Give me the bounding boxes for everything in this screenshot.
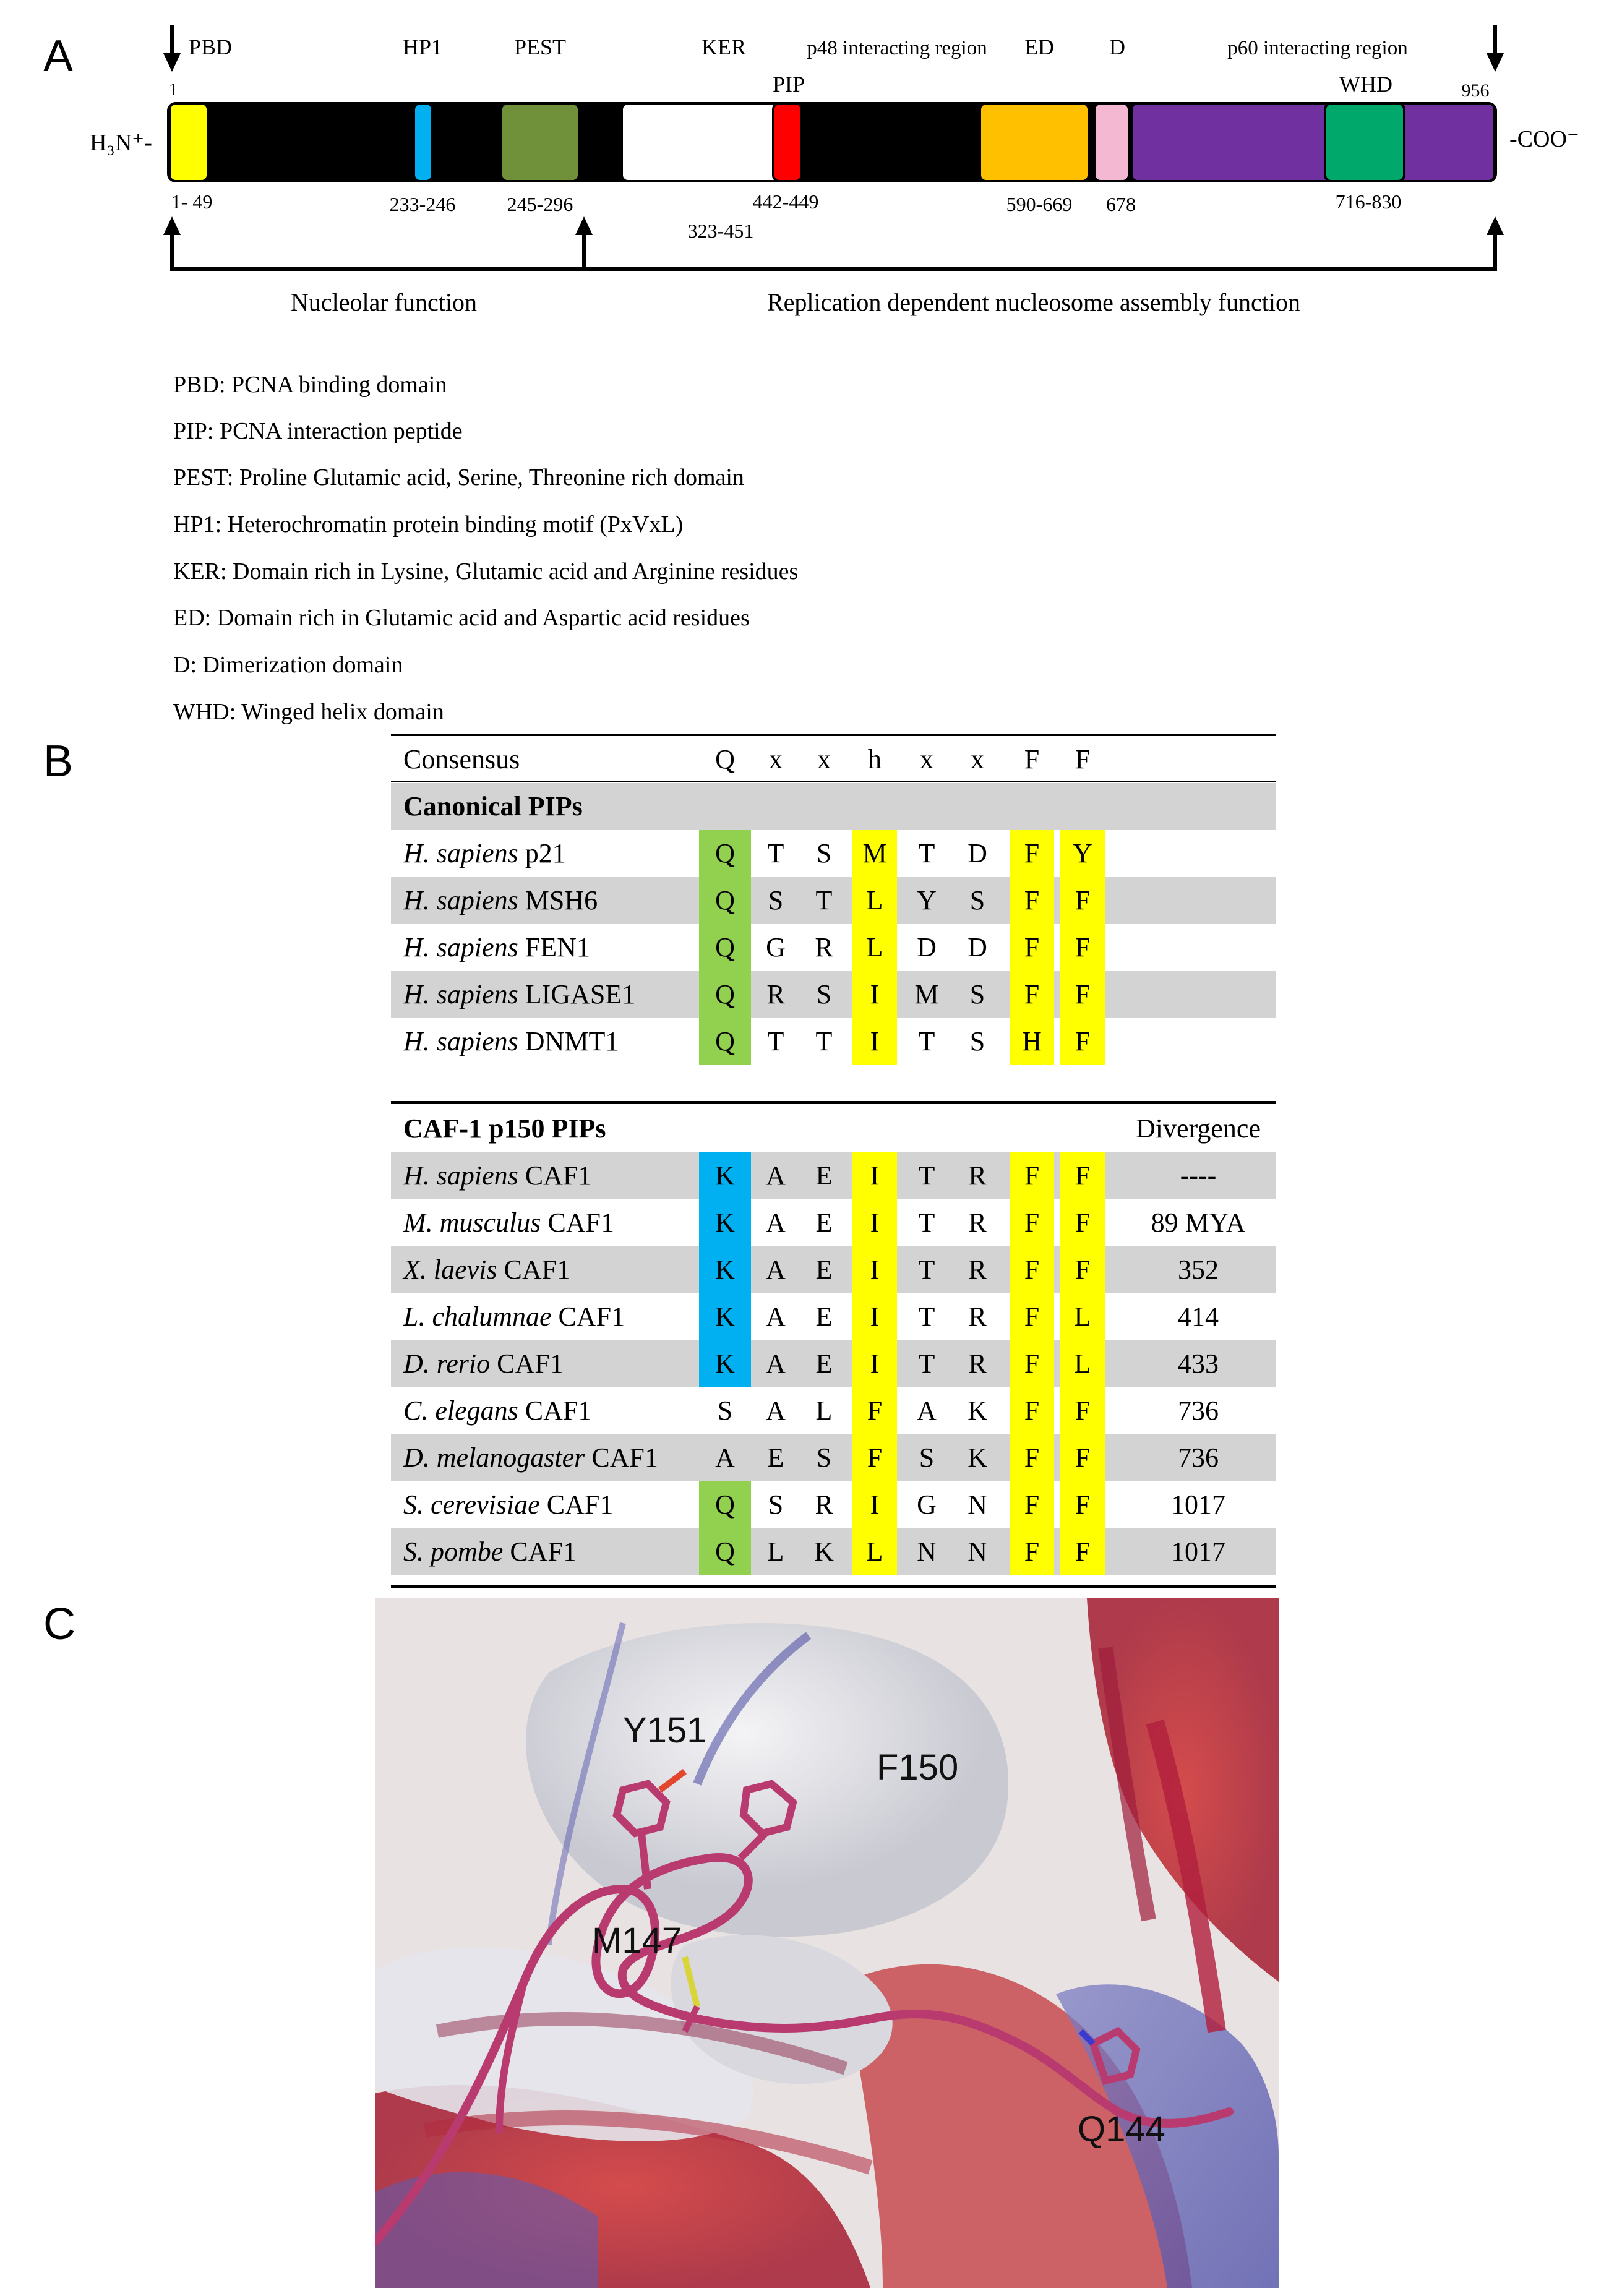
protein-name: DNMT1	[525, 1026, 619, 1056]
residue-cell: I	[852, 1481, 897, 1528]
sequence-row	[391, 1387, 1276, 1434]
sequence-row	[391, 924, 1276, 971]
residue-cell: E	[767, 1442, 784, 1473]
residue-cell: K	[968, 1395, 987, 1426]
pos-d: 678	[1106, 193, 1136, 215]
protein-name: CAF1	[510, 1536, 577, 1567]
bracket-right-stem	[1493, 234, 1497, 271]
label-end: 956	[1461, 80, 1490, 101]
domain-ker	[620, 102, 784, 182]
row-organism-label	[403, 924, 590, 971]
residue-cell: L	[1060, 1293, 1105, 1340]
species-name: H. sapiens	[403, 979, 518, 1009]
residue-label-q144: Q144	[1078, 2109, 1165, 2149]
row-organism-label	[403, 877, 598, 924]
residue-cell: R	[968, 1207, 987, 1238]
consensus-label: Consensus	[403, 744, 520, 774]
residue-cell: F	[1060, 877, 1105, 924]
sequence-row	[391, 1152, 1276, 1199]
residue-cell: F	[1010, 1434, 1054, 1481]
section-header-row	[391, 783, 1276, 830]
residue-cell: R	[815, 1489, 833, 1520]
legend-item: PEST: Proline Glutamic acid, Serine, Threonine rich domain	[173, 465, 744, 490]
divergence-cell: 1017	[1171, 1489, 1225, 1520]
residue-cell: I	[852, 1340, 897, 1387]
residue-cell: M	[852, 830, 897, 877]
protein-name: FEN1	[525, 932, 590, 962]
divergence-cell: 89 MYA	[1151, 1207, 1246, 1238]
residue-cell: L	[852, 877, 897, 924]
residue-cell: R	[968, 1254, 987, 1285]
species-name: L. chalumnae	[403, 1301, 552, 1332]
protein-name: CAF1	[547, 1207, 615, 1238]
bracket-baseline	[170, 267, 1497, 271]
species-name: H. sapiens	[403, 885, 518, 915]
residue-cell: E	[815, 1254, 833, 1285]
residue-cell: R	[968, 1348, 987, 1379]
pos-pip: 442-449	[752, 191, 819, 213]
protein-name: CAF1	[546, 1489, 614, 1520]
divergence-header: Divergence	[1136, 1113, 1261, 1144]
residue-cell: S	[969, 979, 985, 1009]
caf-table-top-rule	[391, 1101, 1276, 1104]
species-name: C. elegans	[403, 1395, 518, 1426]
residue-cell: F	[1060, 924, 1105, 971]
label-ed: ED	[1024, 35, 1054, 59]
protein-name: p21	[525, 838, 566, 868]
residue-cell: K	[814, 1536, 834, 1567]
row-organism-label	[403, 1434, 658, 1481]
species-name: H. sapiens	[403, 1026, 518, 1056]
legend-item: ED: Domain rich in Glutamic acid and Aspartic acid residues	[173, 605, 750, 631]
residue-cell: K	[968, 1442, 987, 1473]
end-arrow-icon	[1487, 53, 1504, 72]
species-name: H. sapiens	[403, 1160, 518, 1191]
residue-cell: E	[815, 1207, 833, 1238]
domain-pbd	[168, 102, 209, 182]
residue-cell: D	[968, 838, 987, 868]
residue-cell: A	[766, 1301, 786, 1332]
n-terminus: H₃N⁺-	[90, 130, 152, 156]
row-organism-label	[403, 971, 635, 1018]
pos-pbd: 1- 49	[171, 191, 213, 213]
domain-pip	[772, 102, 803, 182]
residue-cell: F	[1010, 877, 1054, 924]
residue-cell: M	[914, 979, 939, 1009]
residue-cell: F	[1010, 1481, 1054, 1528]
sequence-row	[391, 1246, 1276, 1293]
section-header-row	[391, 1105, 1276, 1152]
residue-cell: F	[1010, 1387, 1054, 1434]
residue-cell: R	[968, 1160, 987, 1191]
residue-cell: S	[768, 885, 784, 915]
residue-cell: Q	[699, 877, 751, 924]
residue-cell: A	[766, 1160, 786, 1191]
residue-cell: S	[717, 1395, 733, 1426]
consensus-cell: x	[920, 744, 933, 774]
legend-item: WHD: Winged helix domain	[173, 699, 444, 725]
caf-section-title: CAF-1 p150 PIPs	[403, 1113, 606, 1144]
residue-cell: T	[918, 1301, 935, 1332]
row-organism-label	[403, 1293, 625, 1340]
caf-table-bottom-rule	[391, 1585, 1276, 1588]
residue-cell: F	[1010, 1528, 1054, 1575]
pos-ker: 323-451	[687, 220, 754, 242]
legend-item: PIP: PCNA interaction peptide	[173, 418, 463, 444]
divergence-cell: 433	[1178, 1348, 1219, 1379]
residue-cell: F	[1060, 1434, 1105, 1481]
residue-cell: K	[699, 1293, 751, 1340]
residue-cell: I	[852, 1246, 897, 1293]
residue-cell: F	[852, 1434, 897, 1481]
row-organism-label	[403, 1340, 564, 1387]
function-replication: Replication dependent nucleosome assembly function	[767, 288, 1300, 316]
panel-b-letter: B	[43, 737, 74, 786]
residue-cell: D	[968, 932, 987, 962]
residue-cell: F	[1060, 1152, 1105, 1199]
consensus-cell: x	[817, 744, 831, 774]
domain-hp1	[413, 102, 434, 182]
panel-a-letter: A	[43, 32, 74, 81]
residue-cell: T	[918, 838, 935, 868]
residue-cell: I	[852, 1199, 897, 1246]
pos-hp1: 233-246	[389, 193, 456, 215]
label-ker: KER	[702, 35, 746, 59]
residue-cell: I	[852, 1293, 897, 1340]
residue-cell: F	[1060, 1528, 1105, 1575]
bracket-arrow-right-icon	[1487, 216, 1504, 235]
residue-label-m147: M147	[592, 1921, 682, 1961]
label-d: D	[1109, 35, 1125, 59]
residue-cell: I	[852, 1018, 897, 1065]
consensus-row	[391, 736, 1276, 783]
species-name: S. cerevisiae	[403, 1489, 540, 1520]
residue-cell: F	[1010, 1293, 1054, 1340]
residue-cell: G	[917, 1489, 937, 1520]
c-terminus: -COO⁻	[1509, 126, 1579, 152]
sequence-row	[391, 1528, 1276, 1575]
row-organism-label	[403, 830, 566, 877]
label-start: 1	[169, 80, 178, 100]
domain-p60	[1130, 102, 1496, 182]
residue-cell: T	[815, 885, 833, 915]
residue-cell: N	[968, 1536, 987, 1567]
species-name: D. melanogaster	[403, 1442, 585, 1473]
bracket-arrow-mid-icon	[575, 216, 593, 235]
residue-cell: A	[715, 1442, 735, 1473]
residue-cell: L	[767, 1536, 784, 1567]
residue-cell: S	[816, 1442, 832, 1473]
residue-cell: I	[852, 971, 897, 1018]
consensus-cell: x	[769, 744, 783, 774]
divergence-cell: 1017	[1171, 1536, 1225, 1567]
label-hp1: HP1	[402, 35, 443, 59]
domain-whd	[1324, 102, 1405, 182]
legend-item: PBD: PCNA binding domain	[173, 372, 447, 398]
residue-cell: F	[1010, 1152, 1054, 1199]
residue-cell: Q	[699, 924, 751, 971]
residue-cell: A	[766, 1395, 786, 1426]
residue-cell: S	[768, 1489, 784, 1520]
row-organism-label	[403, 1152, 591, 1199]
domain-ed	[979, 102, 1090, 182]
bracket-left-stem	[170, 234, 174, 271]
residue-cell: F	[1010, 1340, 1054, 1387]
pos-ed: 590-669	[1006, 193, 1073, 215]
protein-name: CAF1	[504, 1254, 571, 1285]
protein-name: CAF1	[525, 1160, 592, 1191]
residue-cell: Q	[699, 971, 751, 1018]
row-organism-label	[403, 1528, 577, 1575]
residue-cell: G	[766, 932, 786, 962]
residue-cell: Y	[1060, 830, 1105, 877]
protein-name: CAF1	[591, 1442, 658, 1473]
consensus-cell: F	[1075, 744, 1091, 774]
panel-c-letter: C	[43, 1600, 75, 1649]
residue-cell: L	[852, 1528, 897, 1575]
start-arrow-shaft	[170, 25, 174, 56]
sequence-row	[391, 1018, 1276, 1065]
residue-cell: R	[815, 932, 833, 962]
residue-cell: A	[917, 1395, 937, 1426]
label-pest: PEST	[513, 35, 567, 59]
residue-cell: F	[1060, 1387, 1105, 1434]
divergence-cell: 414	[1178, 1301, 1219, 1332]
label-p60: p60 interacting region	[1227, 37, 1408, 59]
residue-cell: Q	[699, 1528, 751, 1575]
residue-cell: L	[815, 1395, 833, 1426]
protein-name: CAF1	[525, 1395, 592, 1426]
residue-cell: S	[969, 885, 985, 915]
residue-cell: F	[1010, 1199, 1054, 1246]
residue-cell: K	[699, 1246, 751, 1293]
sequence-row	[391, 1481, 1276, 1528]
divergence-cell: ----	[1180, 1160, 1217, 1191]
residue-cell: R	[766, 979, 785, 1009]
residue-cell: L	[852, 924, 897, 971]
residue-cell: F	[852, 1387, 897, 1434]
label-whd: WHD	[1339, 72, 1392, 96]
residue-cell: A	[766, 1207, 786, 1238]
divergence-cell: 736	[1178, 1395, 1219, 1426]
domain-d	[1093, 102, 1130, 182]
residue-cell: F	[1010, 971, 1054, 1018]
legend-item: KER: Domain rich in Lysine, Glutamic acid and Arginine residues	[173, 559, 799, 585]
protein-name: CAF1	[497, 1348, 564, 1379]
row-organism-label	[403, 1387, 591, 1434]
divergence-cell: 352	[1178, 1254, 1219, 1285]
protein-name: LIGASE1	[525, 979, 636, 1009]
residue-cell: T	[918, 1254, 935, 1285]
sequence-row	[391, 1199, 1276, 1246]
start-arrow-icon	[163, 53, 181, 72]
residue-label-y151: Y151	[623, 1710, 707, 1750]
pos-pest: 245-296	[507, 193, 573, 215]
residue-cell: E	[815, 1301, 833, 1332]
domain-bar	[167, 102, 1497, 182]
label-pip: PIP	[772, 72, 805, 96]
residue-cell: A	[766, 1348, 786, 1379]
function-nucleolar: Nucleolar function	[291, 288, 477, 316]
residue-cell: A	[766, 1254, 786, 1285]
residue-cell: Q	[699, 1018, 751, 1065]
consensus-cell: h	[868, 744, 882, 774]
protein-name: MSH6	[525, 885, 598, 915]
residue-cell: F	[1060, 1246, 1105, 1293]
residue-cell: N	[917, 1536, 937, 1567]
residue-cell: I	[852, 1152, 897, 1199]
caf-table	[391, 1105, 1276, 1575]
pos-whd: 716-830	[1335, 191, 1402, 213]
species-name: D. rerio	[403, 1348, 491, 1379]
legend-item: HP1: Heterochromatin protein binding motif (PxVxL)	[173, 512, 684, 538]
pcna-structure-image	[375, 1598, 1279, 2288]
divergence-cell: 736	[1178, 1442, 1219, 1473]
residue-cell: S	[969, 1026, 985, 1056]
bracket-mid-stem	[582, 234, 586, 271]
row-organism-label	[403, 1199, 614, 1246]
residue-cell: S	[816, 838, 832, 868]
sequence-row	[391, 1340, 1276, 1387]
label-pbd: PBD	[188, 35, 233, 59]
canonical-section-title: Canonical PIPs	[403, 791, 583, 821]
label-p48: p48 interacting region	[807, 37, 987, 59]
residue-cell: E	[815, 1160, 833, 1191]
bracket-arrow-left-icon	[163, 216, 181, 235]
residue-cell: H	[1010, 1018, 1054, 1065]
species-name: M. musculus	[403, 1207, 541, 1238]
species-name: H. sapiens	[403, 838, 518, 868]
residue-cell: Y	[917, 885, 937, 915]
residue-cell: F	[1060, 971, 1105, 1018]
domain-pest	[500, 102, 580, 182]
consensus-cell: x	[971, 744, 984, 774]
sequence-row	[391, 971, 1276, 1018]
sequence-row	[391, 1434, 1276, 1481]
residue-cell: T	[918, 1207, 935, 1238]
residue-cell: S	[816, 979, 832, 1009]
residue-cell: T	[767, 838, 784, 868]
sequence-row	[391, 830, 1276, 877]
residue-cell: T	[767, 1026, 784, 1056]
species-name: S. pombe	[403, 1536, 504, 1567]
residue-cell: E	[815, 1348, 833, 1379]
residue-cell: T	[918, 1026, 935, 1056]
residue-cell: K	[699, 1340, 751, 1387]
residue-cell: Q	[699, 1481, 751, 1528]
species-name: X. laevis	[403, 1254, 497, 1285]
consensus-cell: F	[1024, 744, 1040, 774]
sequence-row	[391, 877, 1276, 924]
row-organism-label	[403, 1246, 570, 1293]
residue-cell: F	[1060, 1018, 1105, 1065]
residue-cell: T	[918, 1348, 935, 1379]
end-arrow-shaft	[1493, 25, 1497, 56]
residue-cell: S	[919, 1442, 935, 1473]
residue-cell: F	[1010, 924, 1054, 971]
residue-cell: T	[815, 1026, 833, 1056]
row-organism-label	[403, 1018, 619, 1065]
residue-cell: F	[1010, 830, 1054, 877]
residue-cell: L	[1060, 1340, 1105, 1387]
residue-cell: T	[918, 1160, 935, 1191]
residue-cell: F	[1060, 1199, 1105, 1246]
canonical-table	[391, 736, 1276, 1065]
consensus-cell: Q	[715, 744, 735, 774]
legend-item: D: Dimerization domain	[173, 652, 403, 678]
protein-name: CAF1	[558, 1301, 625, 1332]
residue-label-f150: F150	[877, 1747, 959, 1788]
residue-cell: N	[968, 1489, 987, 1520]
residue-cell: F	[1010, 1246, 1054, 1293]
residue-cell: K	[699, 1152, 751, 1199]
row-organism-label	[403, 1481, 613, 1528]
sequence-row	[391, 1293, 1276, 1340]
residue-cell: F	[1060, 1481, 1105, 1528]
residue-cell: R	[968, 1301, 987, 1332]
residue-cell: Q	[699, 830, 751, 877]
species-name: H. sapiens	[403, 932, 518, 962]
residue-cell: D	[917, 932, 937, 962]
residue-cell: K	[699, 1199, 751, 1246]
